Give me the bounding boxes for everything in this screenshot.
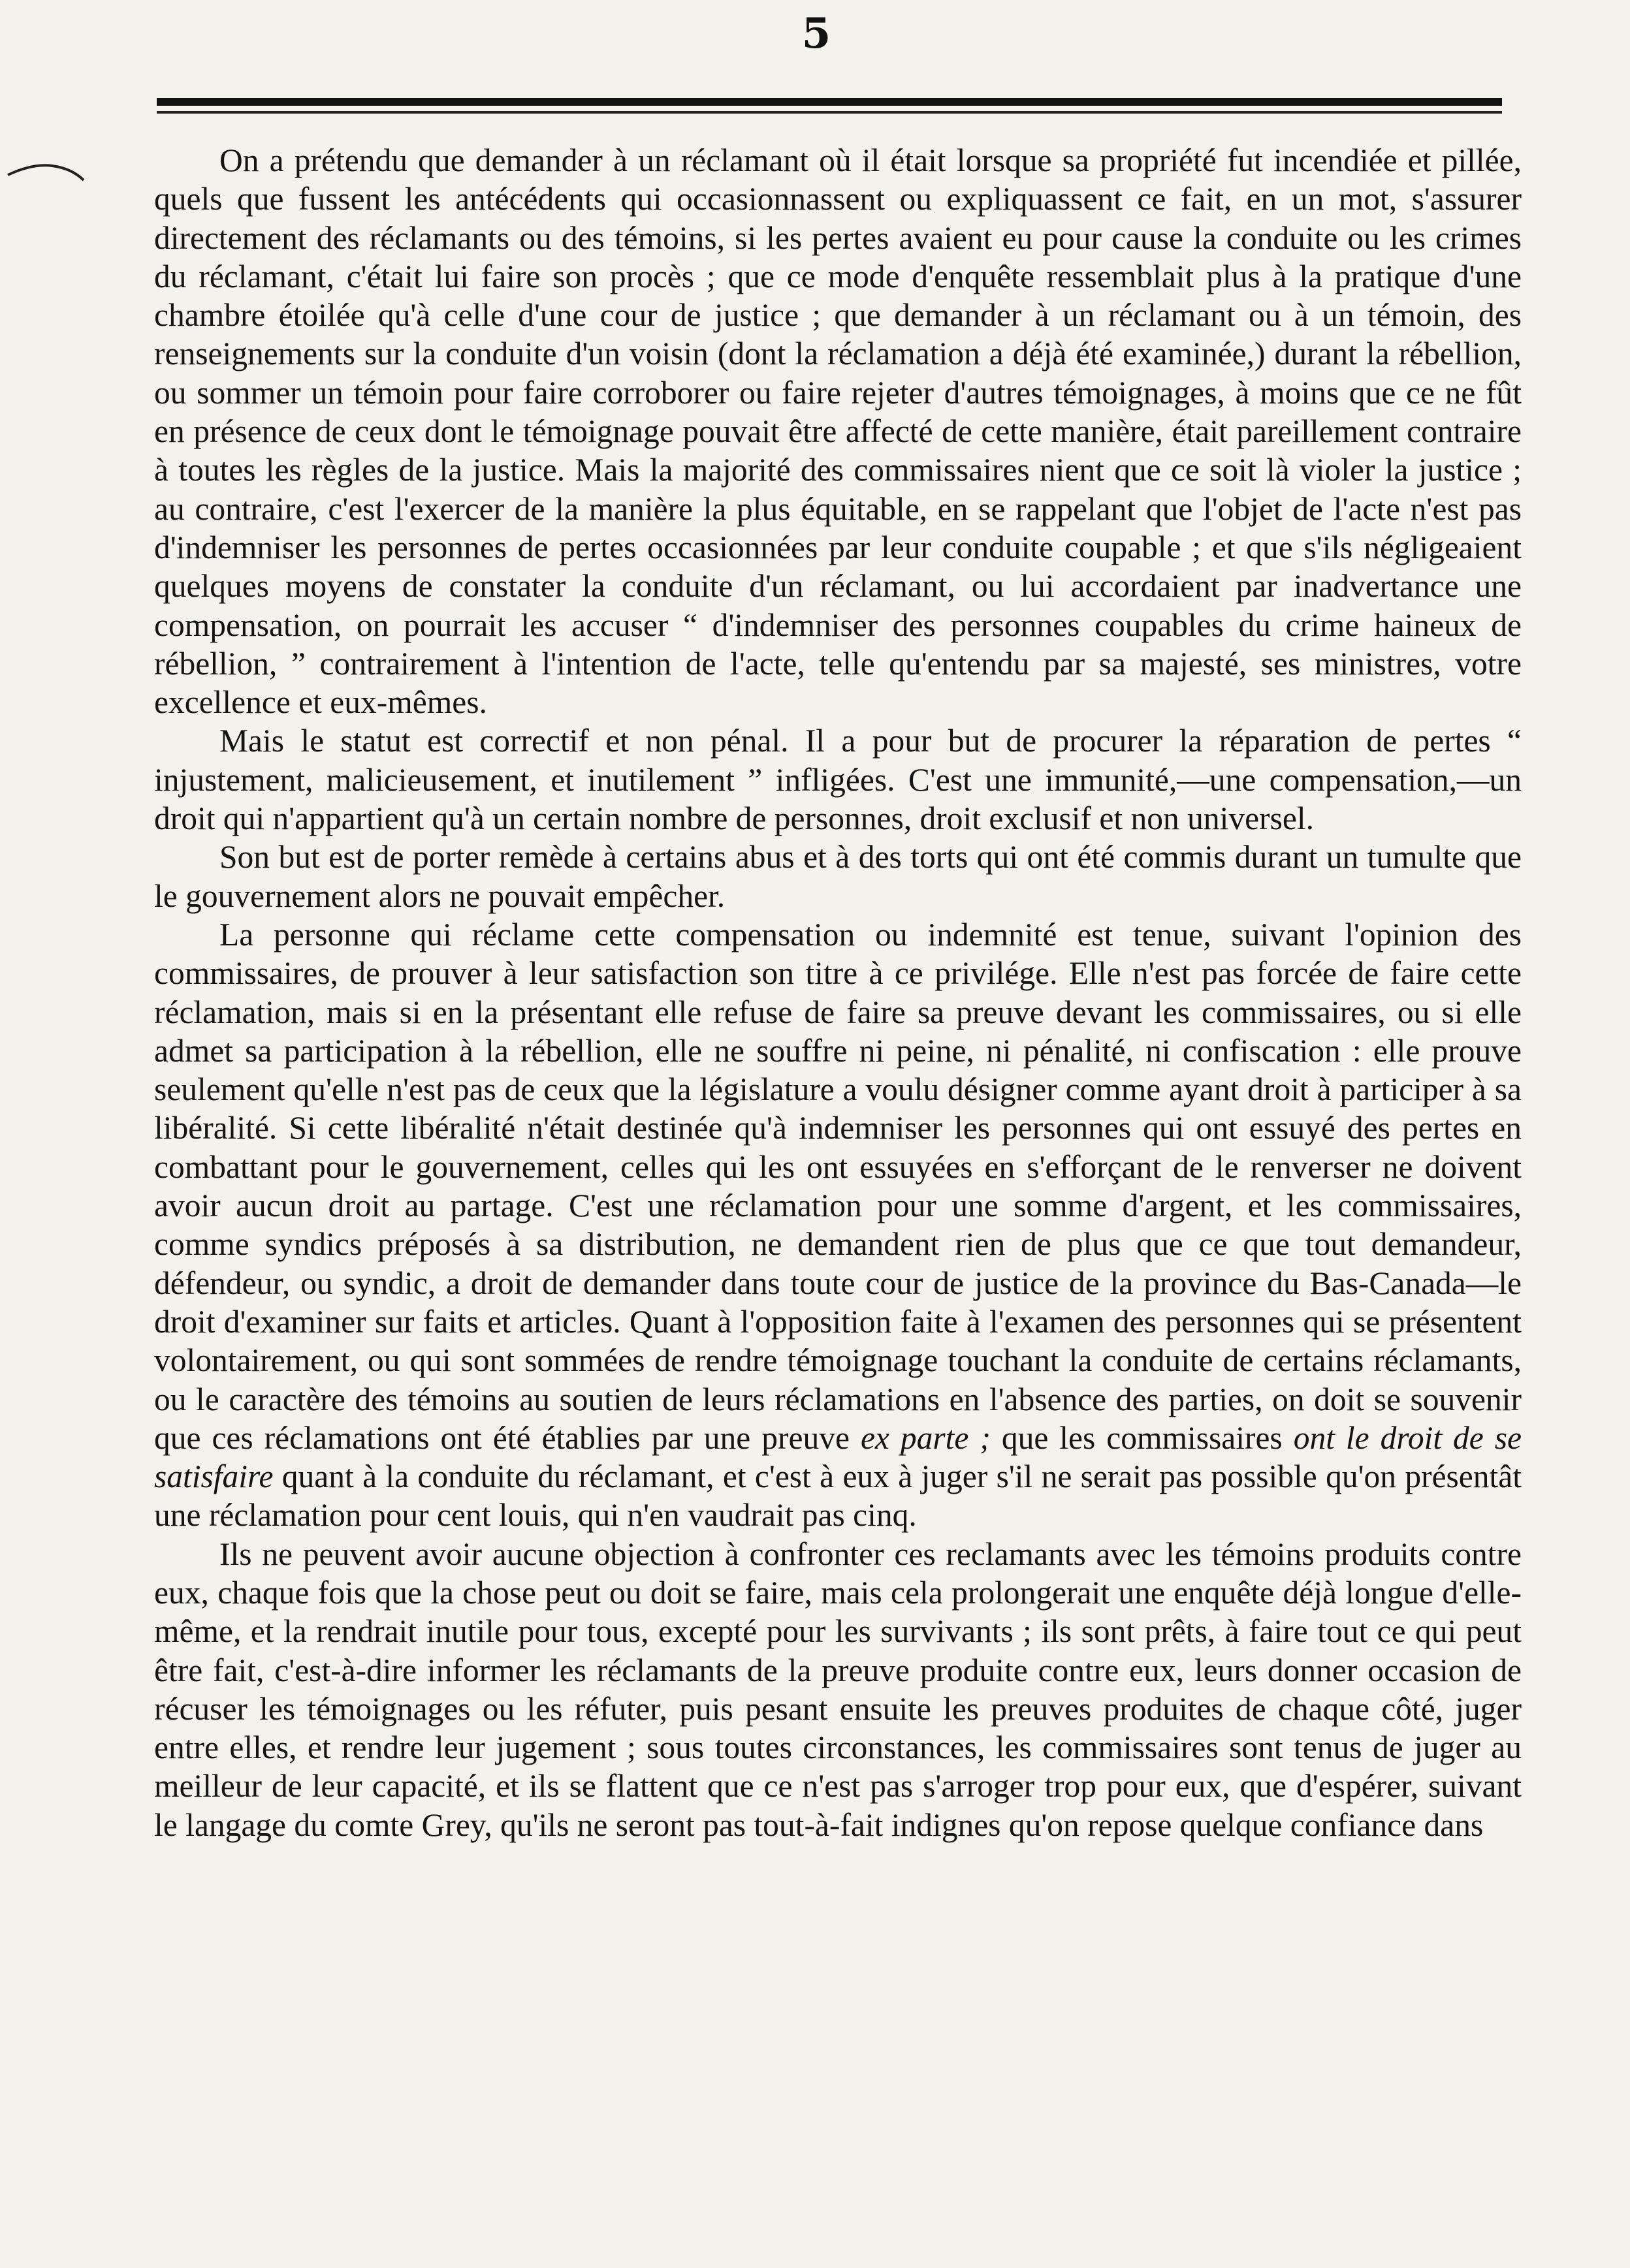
text-segment: On a prétendu que demander à un réclamant où il était lorsque sa propriété fut incendiée et pillée, quels que fussent les antécédents qui occasionnassent ou expliquassent ce fait, en un mot, s'assurer directement des réclamants ou des témoins, si les pertes avaient eu pour cause la conduite ou les crimes du réclamant, c'était lui faire son procès ; que ce mode d'enquête ressemblait plus à la pratique d'une chambre étoilée qu'à celle d'une cour de justice ; que demander à un réclamant ou à un témoin, des renseignements sur la conduite d'un voisin (dont la réclamation a déjà été examinée,) durant la rébellion, ou sommer un témoin pour faire corroborer ou faire rejeter d'autres témoignages, à moins que ce ne fût en présence de ceux dont le témoignage pouvait être affecté de cette manière, était pareillement contraire à toutes les règles de la justice. Mais la majorité des commissaires nient que ce soit là violer la justice ; au contraire, c'est l'exercer de la manière la plus équitable, en se rappelant que l'objet de l'acte n'est pas d'indemniser les personnes de pertes occasionnées par leur conduite coupable ; et que s'ils négligeaient quelques moyens de constater la conduite d'un réclamant, ou lui accordaient par inadvertance une compensation, on pourrait les accuser “ d'indemniser des personnes coupables du crime haineux de rébellion, ” contrairement à l'intention de l'acte, telle qu'entendu par sa majesté, ses ministres, votre excellence et eux-mêmes. [154, 142, 1522, 721]
text-segment: Son but est de porter remède à certains abus et à des torts qui ont été commis durant un tumulte que le gouvernement alors ne pouvait empêcher. [154, 839, 1522, 914]
text-segment: quant à la conduite du réclamant, et c'est à eux à juger s'il ne serait pas possible qu'on présentât une réclamation pour cent louis, qui n'en vaudrait pas cinq. [154, 1458, 1522, 1534]
paragraph [154, 141, 1522, 721]
paragraph [154, 915, 1522, 1535]
italic-text: ont le droit de se satisfaire [154, 1419, 1522, 1495]
body-text [154, 141, 1522, 1844]
margin-pen-mark [7, 157, 85, 183]
paragraph [154, 838, 1522, 915]
paragraph [154, 721, 1522, 838]
text-segment: Mais le statut est correctif et non pénal. Il a pour but de procurer la réparation de pertes “ injustement, malicieusement, et inutilement ” infligées. C'est une immunité,—une compensation,—un droit qui n'appartient qu'à un certain nombre de personnes, droit exclusif et non universel. [154, 723, 1522, 837]
text-segment: Ils ne peuvent avoir aucune objection à confronter ces reclamants avec les témoins produits contre eux, chaque fois que la chose peut ou doit se faire, mais cela prolongerait une enquête déjà longue d'elle-même, et la rendrait inutile pour tous, excepté pour les survivants ; ils sont prêts, à faire tout ce qui peut être fait, c'est-à-dire informer les réclamants de la preuve produite contre eux, leurs donner occasion de récuser les témoignages ou les réfuter, puis pesant ensuite les preuves produites de chaque côté, juger entre elles, et rendre leur jugement ; sous toutes circonstances, les commissaires sont tenus de juger au meilleur de leur capacité, et ils se flattent que ce n'est pas s'arroger trop pour eux, que d'espérer, suivant le langage du comte Grey, qu'ils ne seront pas tout-à-fait indignes qu'on repose quelque confiance dans [154, 1536, 1522, 1843]
text-segment: que les commissaires [990, 1419, 1294, 1456]
header-rule-thick [157, 98, 1502, 106]
paragraph [154, 1535, 1522, 1844]
italic-text: ex parte ; [860, 1419, 991, 1456]
page-number: 5 [801, 9, 831, 58]
header-rule-thin [157, 111, 1502, 114]
text-segment: La personne qui réclame cette compensation ou indemnité est tenue, suivant l'opinion des commissaires, de prouver à leur satisfaction son titre à ce privilége. Elle n'est pas forcée de faire cette réclamation, mais si en la présentant elle refuse de faire sa preuve devant les commissaires, ou si elle admet sa participation à la rébellion, elle ne souffre ni peine, ni pénalité, ni confiscation : elle prouve seulement qu'elle n'est pas de ceux que la législature a voulu désigner comme ayant droit à participer à sa libéralité. Si cette libéralité n'était destinée qu'à indemniser les personnes qui ont essuyé des pertes en combattant pour le gouvernement, celles qui les ont essuyées en s'efforçant de le renverser ne doivent avoir aucun droit au partage. C'est une réclamation pour une somme d'argent, et les commissaires, comme syndics préposés à sa distribution, ne demandent rien de plus que ce que tout demandeur, défendeur, ou syndic, a droit de demander dans toute cour de justice de la province du Bas-Canada—le droit d'examiner sur faits et articles. Quant à l'opposition faite à l'examen des personnes qui se présentent volontairement, ou qui sont sommées de rendre témoignage touchant la conduite de certains réclamants, ou le caractère des témoins au soutien de leurs réclamations en l'absence des parties, on doit se souvenir que ces réclamations ont été établies par une preuve [154, 916, 1522, 1456]
